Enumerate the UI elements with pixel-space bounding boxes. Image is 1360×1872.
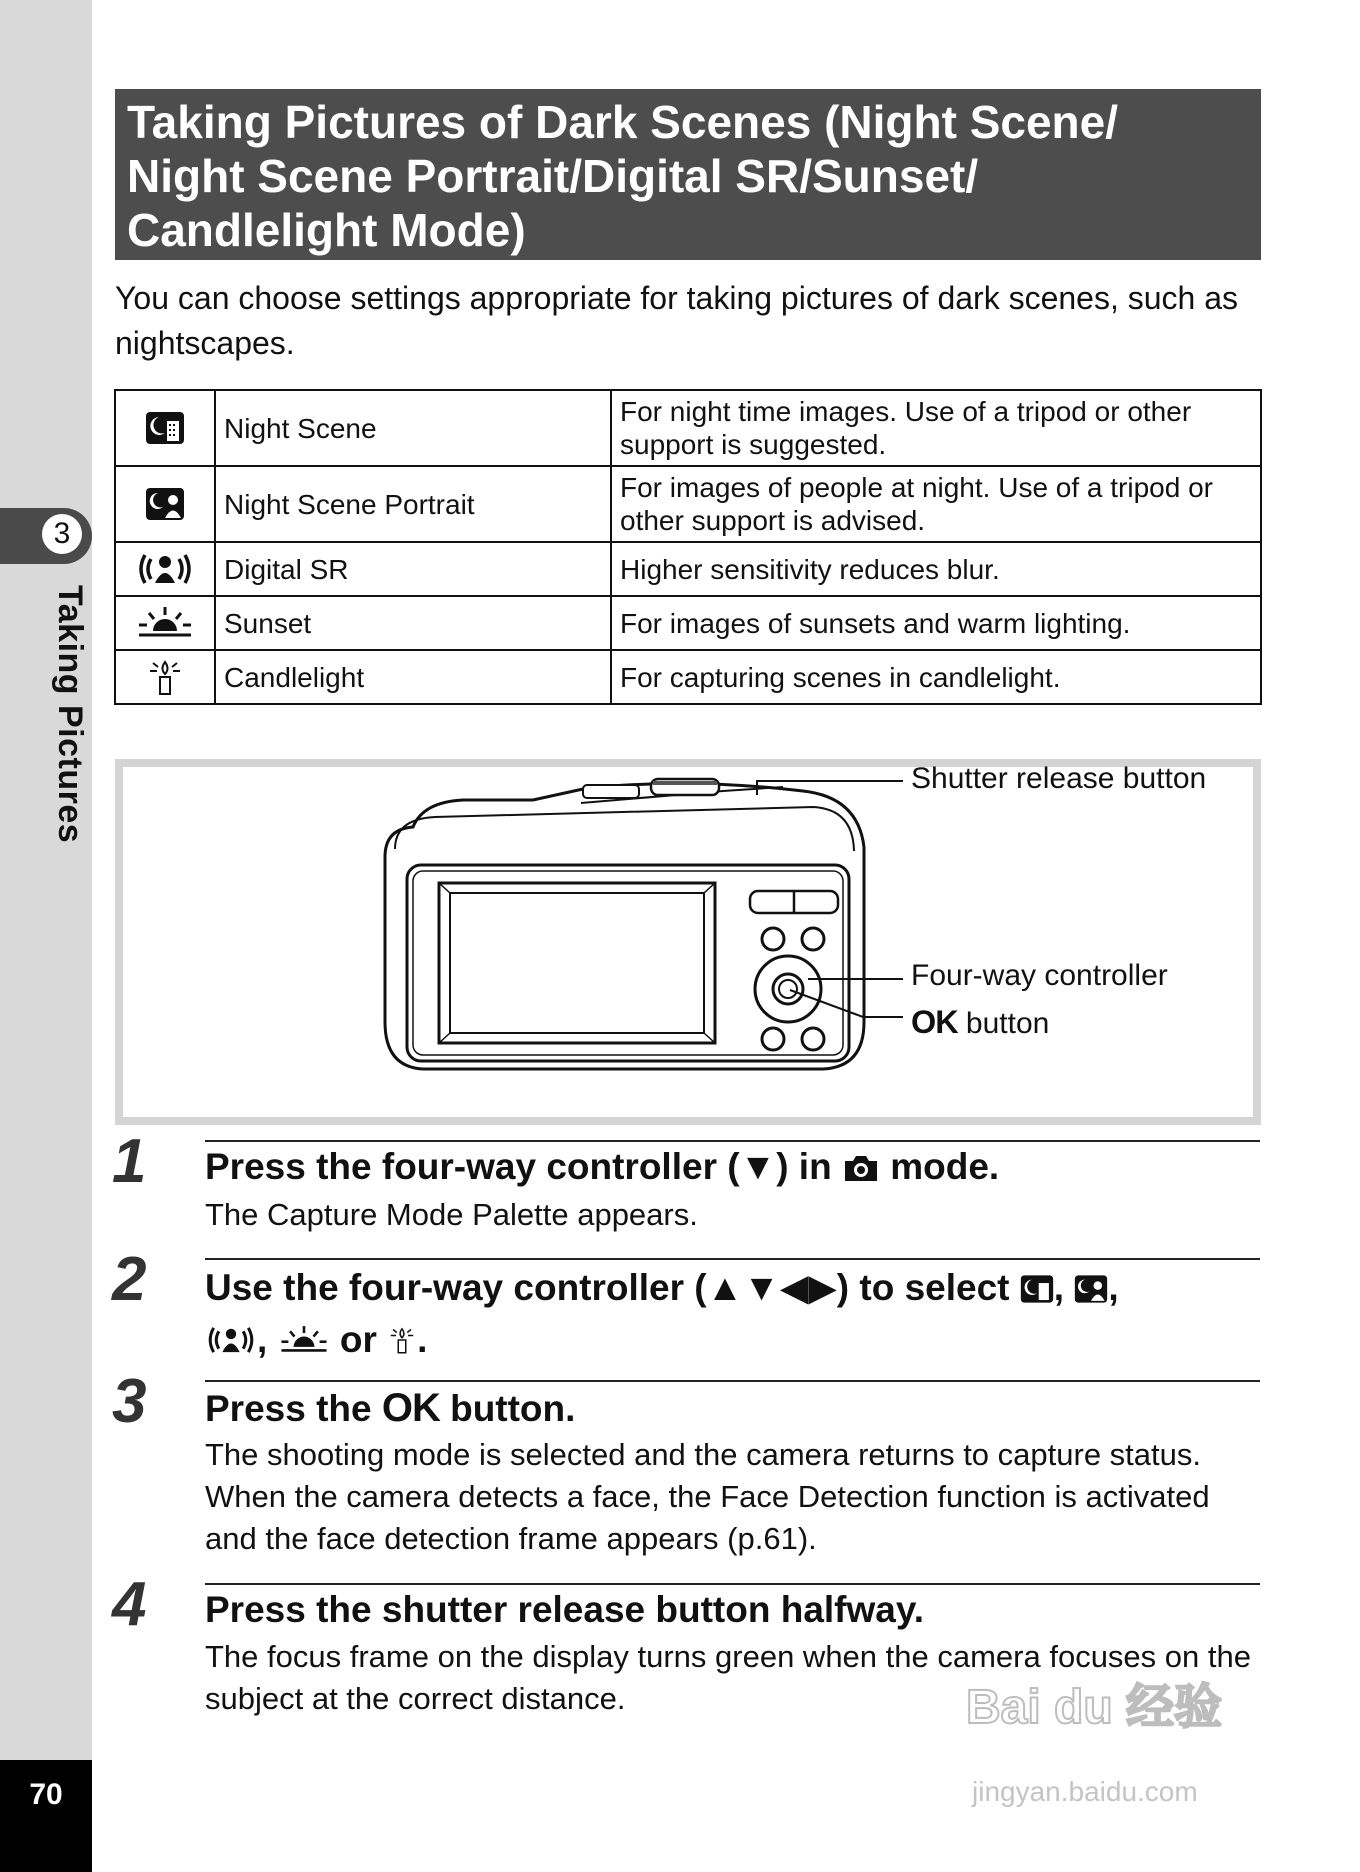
step-body: The focus frame on the display turns green when the camera focuses on the subject at the correct distance. xyxy=(205,1639,1251,1716)
digital-sr-icon xyxy=(205,1320,257,1368)
night-scene-portrait-icon xyxy=(115,466,215,542)
step-number: 3 xyxy=(112,1367,147,1436)
sunset-icon xyxy=(115,596,215,650)
four-way-controller-label: Four-way controller xyxy=(911,959,1168,992)
mode-name: Night Scene Portrait xyxy=(215,466,611,542)
mode-description: Higher sensitivity reduces blur. xyxy=(611,542,1261,596)
table-row xyxy=(115,650,1261,704)
step-heading-separator: , xyxy=(1053,1267,1075,1308)
step-heading-or: or xyxy=(329,1319,388,1360)
step-divider xyxy=(205,1258,1260,1260)
intro-text: You can choose settings appropriate for taking pictures of dark scenes, such as nightscapes. xyxy=(115,280,1239,361)
step-heading-text: Press the four-way controller (▼) in xyxy=(205,1146,842,1187)
mode-name: Digital SR xyxy=(215,542,611,596)
mode-name: Sunset xyxy=(215,596,611,650)
title-line-3: Candlelight Mode) xyxy=(127,204,526,256)
mode-name: Night Scene xyxy=(215,390,611,466)
chapter-label: Taking Pictures xyxy=(51,585,89,844)
sunset-icon xyxy=(278,1320,330,1368)
camera-illustration xyxy=(115,759,1261,1125)
step-divider xyxy=(205,1583,1260,1585)
mode-description: For night time images. Use of a tripod or other support is suggested. xyxy=(611,390,1261,466)
shutter-release-label: Shutter release button xyxy=(911,762,1207,795)
step-divider xyxy=(205,1140,1260,1142)
ok-button-label xyxy=(911,1004,1049,1041)
step-heading-end: . xyxy=(417,1319,428,1360)
ok-glyph: OK xyxy=(381,1386,440,1430)
step-body: The shooting mode is selected and the camera returns to capture status. When the camera detects a face, the Face Detection function is activated and the face detection frame appears (p.61). xyxy=(205,1437,1210,1556)
step-heading-text: Use the four-way controller (▲▼◀▶) to select xyxy=(205,1267,1020,1308)
night-scene-portrait-icon xyxy=(1074,1268,1108,1316)
step-heading xyxy=(205,1146,999,1192)
table-row xyxy=(115,596,1261,650)
page-title xyxy=(115,89,1261,260)
mode-name: Candlelight xyxy=(215,650,611,704)
camera-icon xyxy=(842,1150,880,1192)
table-row xyxy=(115,542,1261,596)
candlelight-icon xyxy=(387,1320,417,1368)
baidu-watermark-url: jingyan.baidu.com xyxy=(972,1776,1198,1807)
step-divider xyxy=(205,1380,1260,1382)
step-heading xyxy=(205,1264,1119,1368)
step-heading-separator: , xyxy=(257,1319,278,1360)
camera-back-drawing xyxy=(123,767,1253,1117)
step-heading-text: mode. xyxy=(879,1146,1000,1187)
ok-button-suffix: button xyxy=(957,1007,1050,1040)
step-number: 2 xyxy=(112,1245,147,1314)
step-number: 4 xyxy=(112,1570,147,1639)
page-number: 70 xyxy=(29,1778,63,1811)
step-body: The Capture Mode Palette appears. xyxy=(205,1197,698,1232)
step-heading-text: button. xyxy=(439,1388,576,1429)
step-heading-text: Press the xyxy=(205,1388,382,1429)
mode-description: For images of people at night. Use of a tripod or other support is advised. xyxy=(611,466,1261,542)
night-scene-icon xyxy=(1020,1268,1054,1316)
mode-description: For capturing scenes in candlelight. xyxy=(611,650,1261,704)
step-number: 1 xyxy=(112,1127,147,1196)
table-row xyxy=(115,390,1261,466)
baidu-watermark-logo: Bai du 经验 xyxy=(966,1681,1223,1734)
chapter-sidebar xyxy=(0,0,92,1872)
candlelight-icon xyxy=(115,650,215,704)
mode-table xyxy=(114,389,1262,705)
night-scene-icon xyxy=(115,390,215,466)
step-heading-separator: , xyxy=(1108,1267,1119,1308)
digital-sr-icon xyxy=(115,542,215,596)
title-line-2: Night Scene Portrait/Digital SR/Sunset/ xyxy=(127,150,979,202)
table-row xyxy=(115,466,1261,542)
title-line-1: Taking Pictures of Dark Scenes (Night Scene/ xyxy=(127,96,1118,148)
step-heading xyxy=(205,1386,575,1431)
step-heading: Press the shutter release button halfway. xyxy=(205,1589,924,1630)
page-number-box xyxy=(0,1760,92,1872)
ok-glyph: OK xyxy=(911,1004,958,1040)
mode-description: For images of sunsets and warm lighting. xyxy=(611,596,1261,650)
chapter-number: 3 xyxy=(42,514,82,554)
